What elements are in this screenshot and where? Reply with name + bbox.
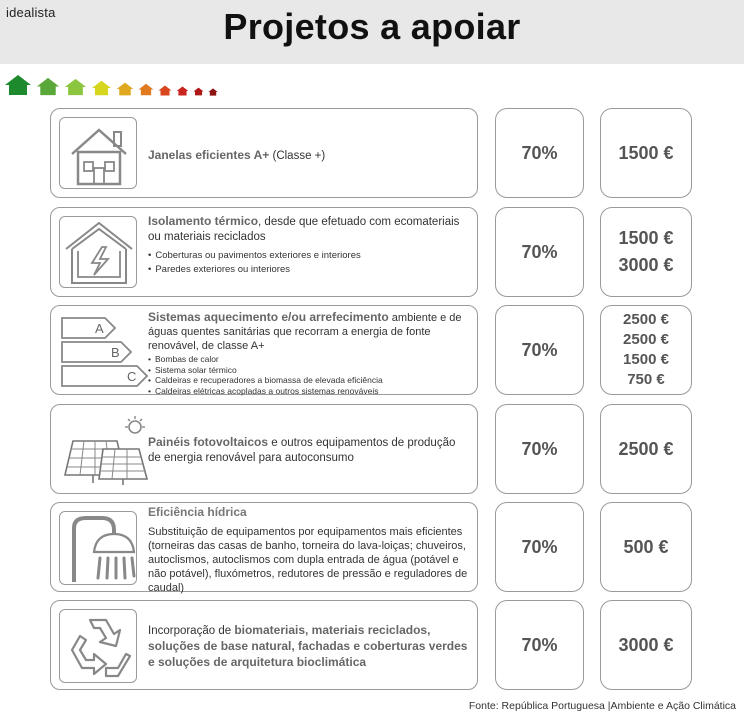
energy-class-icon — [59, 314, 149, 388]
amount-value: 1500 € — [623, 351, 669, 368]
support-percentage: 70% — [495, 404, 584, 494]
icon-frame — [59, 216, 137, 288]
project-highlight: Painéis fotovoltaicos — [148, 435, 269, 449]
amount-value: 500 € — [623, 536, 669, 557]
recycle-icon — [60, 610, 138, 684]
solar-panel-icon — [59, 413, 149, 487]
project-card-biomaterials — [50, 600, 478, 690]
house-h-icon — [208, 88, 218, 96]
project-highlight: Janelas eficientes A+ — [148, 148, 270, 162]
project-description — [148, 310, 471, 396]
house-b-minus-icon — [91, 80, 112, 96]
project-card-windows — [50, 108, 478, 198]
list-item: • Sistema solar térmico — [148, 365, 471, 376]
support-percentage: 70% — [495, 207, 584, 297]
project-detail: Incorporação de — [148, 625, 235, 637]
support-amount — [600, 108, 692, 198]
amount-value: 2500 € — [623, 331, 669, 348]
project-detail: Substituição de equipamentos por equipamentos mais eficientes (torneiras das casas de banho, torneira do lava-loiças; chuveiros, autoclismos, autoclismos com dupla entrada de água (potável e não potável), fluxómetros, redutores de pressão e reguladores de caudal) — [148, 526, 468, 594]
project-description — [148, 148, 471, 164]
list-item: • Bombas de calor — [148, 354, 471, 365]
amount-value: 3000 € — [618, 255, 674, 275]
project-card-insulation — [50, 207, 478, 297]
amount-value: 1500 € — [618, 142, 674, 163]
page-title: Projetos a apoiar — [223, 6, 521, 47]
project-card-water — [50, 502, 478, 592]
project-description — [148, 505, 471, 595]
house-b-icon — [64, 78, 87, 96]
project-description — [148, 623, 471, 671]
house-a-plus-icon — [4, 74, 32, 96]
project-detail: (Classe +) — [269, 150, 326, 162]
support-amount — [600, 600, 692, 690]
house-e-icon — [158, 85, 172, 96]
brand-logo: idealista — [6, 5, 56, 20]
project-card-solar — [50, 404, 478, 494]
insulated-house-energy-icon — [60, 217, 138, 289]
house-a-icon — [36, 77, 60, 96]
list-item: • Caldeiras e recuperadores a biomassa de elevada eficiência — [148, 375, 471, 386]
energy-label-b: B — [111, 345, 120, 360]
bullet-list — [148, 354, 471, 396]
support-percentage: 70% — [495, 502, 584, 592]
project-detail: ambiente e de águas quentes sanitárias que recorram a energia de fonte renovável, de classe A+ — [148, 312, 462, 352]
source-credit: Fonte: República Portuguesa |Ambiente e Ação Climática — [468, 700, 736, 712]
support-amount — [600, 404, 692, 494]
house-c-icon — [116, 82, 134, 96]
energy-class-houses — [4, 70, 218, 96]
energy-label-a: A — [95, 321, 104, 336]
shower-icon — [60, 512, 138, 586]
project-highlight: Sistemas aquecimento e/ou arrefecimento — [148, 310, 389, 324]
project-highlight: biomateriais, materiais reciclados, soluções de base natural, fachadas e coberturas verdes e soluções de arquitetura bioclimática — [148, 623, 468, 669]
support-percentage: 70% — [495, 108, 584, 198]
house-g-icon — [193, 87, 204, 96]
house-icon — [60, 118, 138, 190]
project-description — [148, 214, 471, 277]
amount-value: 750 € — [627, 371, 665, 388]
icon-frame — [59, 511, 137, 585]
project-detail: e outros equipamentos de produção de energia renovável para autoconsumo — [148, 437, 456, 464]
amount-value: 1500 € — [618, 228, 674, 248]
icon-frame — [59, 609, 137, 683]
project-detail: , desde que efetuado com ecomateriais ou materiais reciclados — [148, 216, 460, 243]
support-amount — [600, 207, 692, 297]
project-card-heating — [50, 305, 478, 395]
house-f-icon — [176, 86, 189, 96]
project-highlight: Isolamento térmico — [148, 214, 259, 228]
amount-value: 2500 € — [623, 311, 669, 328]
list-item: • Caldeiras elétricas acopladas a outros sistemas renováveis — [148, 386, 471, 397]
list-item: • Paredes exteriores ou interiores — [148, 263, 471, 277]
amount-value: 2500 € — [618, 438, 674, 459]
project-heading: Eficiência hídrica — [148, 505, 247, 519]
icon-frame — [59, 314, 137, 388]
icon-frame — [59, 117, 137, 189]
header-bar — [0, 0, 744, 64]
house-d-icon — [138, 83, 154, 96]
support-amount — [600, 502, 692, 592]
support-amount — [600, 305, 692, 395]
project-description — [148, 435, 471, 466]
amount-value: 3000 € — [618, 634, 674, 655]
icon-frame — [59, 413, 137, 487]
support-percentage: 70% — [495, 305, 584, 395]
bullet-list — [148, 249, 471, 277]
list-item: • Coberturas ou pavimentos exteriores e interiores — [148, 249, 471, 263]
energy-label-c: C — [127, 369, 137, 384]
support-percentage: 70% — [495, 600, 584, 690]
